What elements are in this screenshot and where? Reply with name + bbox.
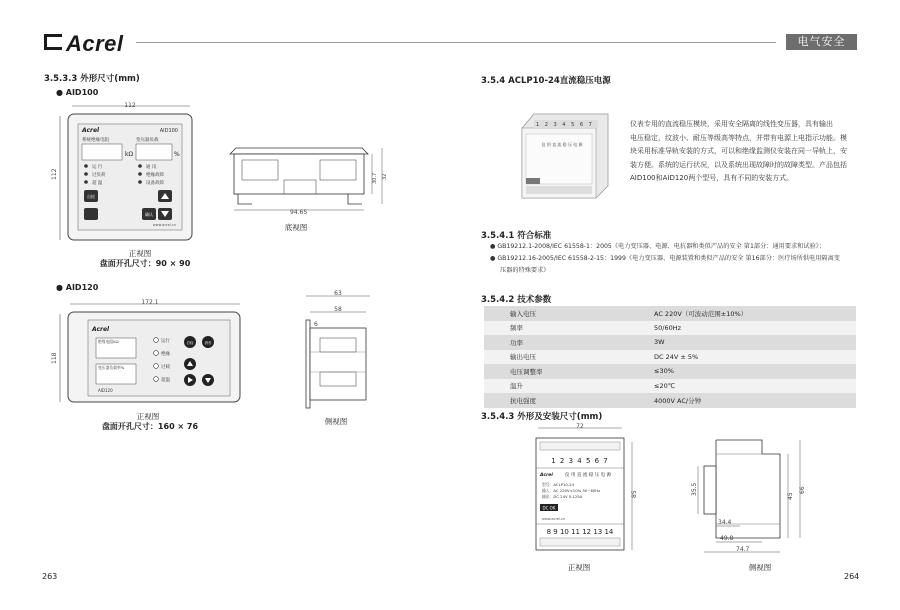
aid120-side-drawing bbox=[296, 290, 376, 414]
aid120-screen2-label: 变压器负载率% bbox=[98, 365, 125, 370]
aid120-front-drawing bbox=[50, 298, 250, 410]
aid120-ind-0: 运行 bbox=[161, 339, 170, 344]
module-spec-0: 型号：ACLP10-24 bbox=[542, 482, 575, 487]
param-name: 输出电压 bbox=[484, 350, 628, 365]
aid120-width-dim: 172.1 bbox=[141, 299, 159, 306]
aid100-ind-left-0: 运 行 bbox=[92, 165, 103, 170]
aid100-front-drawing bbox=[50, 98, 210, 248]
aid120-btn-0: 自检 bbox=[186, 341, 194, 345]
intro-line: 仪表专用的直流稳压模块，采用安全隔离的线性变压器，具有输出 bbox=[630, 120, 833, 128]
module-spec-2: 输出：DC 24V 0.125A bbox=[542, 494, 583, 499]
brand-logo: Acrel bbox=[66, 31, 124, 56]
param-value: 50/60Hz bbox=[628, 321, 856, 336]
aid120-side-dim-0: 63 bbox=[334, 290, 342, 297]
aid120-label: ● AID120 bbox=[56, 283, 99, 292]
left-section-title: 3.5.3.3 外形尺寸(mm) bbox=[44, 74, 140, 84]
aid100-ind-right-2: 设备故障 bbox=[146, 181, 164, 186]
right-section-title: 3.5.4 ACLP10-24直流稳压电源 bbox=[481, 76, 611, 86]
intro-line: 块采用标准导轨安装的方式，可以和绝缘监测仪安装在同一导轨上，安 bbox=[630, 147, 847, 155]
standard-text: GB19212.1-2008/IEC 61558-1：2005《电力变压器、电源、电抗器和类似产品的安全 第1部分：通用要求和试验》； bbox=[497, 243, 826, 250]
module-side-dim-1: 45 bbox=[787, 492, 794, 500]
param-value: ≤30% bbox=[628, 364, 856, 379]
aid100-screen2-label: 变压器负载 bbox=[136, 138, 159, 143]
aid120-panel-brand: Acrel bbox=[92, 326, 110, 333]
param-name: 抗电强度 bbox=[484, 393, 628, 408]
module-side-dim-5: 74.7 bbox=[736, 546, 750, 553]
logo-mark-icon bbox=[44, 34, 62, 50]
aid100-label: ● AID100 bbox=[56, 88, 99, 97]
module-front-dim-h: 85 bbox=[631, 490, 638, 498]
module-front-dim-w: 72 bbox=[576, 423, 584, 430]
photo-top-terminals: 1 2 3 4 5 6 7 bbox=[536, 122, 594, 128]
module-front-drawing bbox=[524, 420, 644, 560]
aid100-front-caption: 正视图 bbox=[128, 249, 152, 258]
left-page-number: 263 bbox=[42, 572, 58, 581]
category-banner: 电气安全 bbox=[786, 34, 857, 50]
aid100-screen1-label: 系统绝缘电阻 bbox=[82, 138, 109, 143]
aid100-ind-left-2: 超 温 bbox=[92, 181, 103, 186]
aid120-screen1-label: 绝缘电阻KΩ bbox=[98, 339, 119, 344]
intro-paragraph bbox=[630, 118, 860, 186]
aid100-bottom-caption: 底视图 bbox=[284, 223, 308, 232]
standard-item: ● GB19212.1-2008/IEC 61558-1：2005《电力变压器、电源、电抗器和类似产品的安全 第1部分：通用要求和试验》； bbox=[490, 243, 826, 250]
module-top-terminals: 1 2 3 4 5 6 7 bbox=[551, 457, 609, 465]
table-row bbox=[484, 306, 856, 321]
aid100-unit2: % bbox=[174, 151, 180, 158]
photo-title: 仪 用 直 流 稳 压 电 源 bbox=[541, 142, 583, 147]
aid120-cutout: 盘面开孔尺寸：160 × 76 bbox=[101, 422, 199, 431]
table-row bbox=[484, 379, 856, 394]
aid100-ind-left-1: 过负荷 bbox=[92, 173, 106, 178]
module-spec-1: 输入：AC 220V±10% 50~60Hz bbox=[542, 488, 601, 493]
module-side-dim-3: 34.4 bbox=[718, 519, 732, 526]
aid120-side-dim-1: 58 bbox=[334, 306, 342, 313]
module-side-dim-0: 35.5 bbox=[691, 482, 698, 496]
param-value: DC 24V ± 5% bbox=[628, 350, 856, 365]
header-rule bbox=[136, 42, 776, 43]
aid100-panel-model: AID100 bbox=[159, 128, 178, 134]
standard-text-cont: 压器的特殊要求》 bbox=[500, 267, 550, 274]
param-name: 功率 bbox=[484, 335, 628, 350]
standards-list bbox=[490, 241, 862, 277]
aid120-label-text: AID120 bbox=[65, 283, 99, 292]
aid100-height-dim: 112 bbox=[51, 168, 58, 180]
param-name: 频率 bbox=[484, 321, 628, 336]
aid100-cutout: 盘面开孔尺寸：90 × 90 bbox=[99, 259, 191, 268]
params-title: 3.5.4.2 技术参数 bbox=[481, 295, 552, 305]
module-title: 仪 用 直 流 稳 压 电 源 bbox=[564, 473, 612, 478]
param-name: 电压调整率 bbox=[484, 364, 628, 379]
intro-line: 电压稳定，纹波小、耐压等级高等特点，并带有电源上电指示功能。模 bbox=[630, 133, 847, 142]
aid120-model: AID120 bbox=[98, 388, 113, 393]
aid100-ind-right-1: 绝缘故障 bbox=[146, 173, 164, 178]
param-name: 温升 bbox=[484, 379, 628, 394]
aid120-front-caption: 正视图 bbox=[136, 412, 160, 421]
standard-item: ● GB19212.16-2005/IEC 61558-2-15：1999《电力变压器、电源装置和类似产品的安全 第16部分：医疗场所供电用隔离变 bbox=[490, 255, 840, 262]
aid100-width-dim: 112 bbox=[124, 102, 136, 109]
standards-title: 3.5.4.1 符合标准 bbox=[481, 231, 552, 241]
aid120-ind-2: 过载 bbox=[161, 365, 170, 370]
module-bottom-terminals: 8 9 10 11 12 13 14 bbox=[546, 528, 614, 536]
table-row bbox=[484, 364, 856, 379]
aid120-btn-1: 消音 bbox=[204, 341, 212, 345]
module-front-caption: 正视图 bbox=[567, 563, 591, 572]
params-table bbox=[484, 306, 856, 408]
module-side-dim-4: 49.8 bbox=[720, 535, 734, 542]
module-side-caption: 侧视图 bbox=[748, 563, 772, 572]
right-page-number: 264 bbox=[844, 572, 860, 581]
intro-line: AID100和AID120两个型号，具有不同的安装方式。 bbox=[630, 174, 794, 182]
table-row bbox=[484, 393, 856, 408]
aid100-label-text: AID100 bbox=[65, 88, 99, 97]
param-value: 4000V AC/分钟 bbox=[628, 393, 856, 408]
aid120-side-caption: 侧视图 bbox=[324, 417, 348, 426]
aid100-unit1: kΩ bbox=[125, 151, 134, 158]
module-side-drawing bbox=[676, 430, 816, 560]
aid120-ind-3: 超温 bbox=[161, 378, 170, 383]
aid120-ind-1: 绝缘 bbox=[161, 352, 170, 357]
param-name: 输入电压 bbox=[484, 306, 628, 321]
module-side-dim-2: 66 bbox=[799, 486, 806, 494]
param-value: ≤20℃ bbox=[628, 379, 856, 394]
aid100-btn-confirm: 确认 bbox=[145, 212, 153, 217]
aid100-panel-brand: Acrel bbox=[82, 127, 100, 134]
aid100-bottom-dim-h1: 30.7 bbox=[372, 172, 378, 184]
param-value: AC 220V（可波动范围±10%） bbox=[628, 306, 856, 321]
aid100-bottom-dim-w: 94.65 bbox=[290, 209, 308, 216]
dims-title: 3.5.4.3 外形及安装尺寸(mm) bbox=[481, 412, 603, 422]
aid120-side-dim-2: 6 bbox=[314, 321, 318, 328]
aid100-bottom-drawing bbox=[222, 140, 392, 220]
module-brand: Acrel bbox=[540, 473, 553, 478]
aid100-website: www.acrel.cn bbox=[152, 223, 176, 227]
aid120-height-dim: 118 bbox=[51, 352, 58, 364]
aid100-bottom-dim-h2: 32 bbox=[382, 173, 388, 180]
module-dc-ok: DC OK bbox=[542, 505, 556, 511]
aclp-product-photo bbox=[512, 106, 616, 202]
table-row bbox=[484, 335, 856, 350]
standard-text: GB19212.16-2005/IEC 61558-2-15：1999《电力变压器、电源装置和类似产品的安全 第16部分：医疗场所供电用隔离变 bbox=[497, 255, 840, 262]
intro-line: 装方便。系统的运行状况，以及系统出现故障时的故障类型。产品包括 bbox=[630, 160, 847, 169]
param-value: 3W bbox=[628, 335, 856, 350]
aid100-ind-right-0: 通 讯 bbox=[146, 165, 157, 170]
module-website: www.acrel.cn bbox=[542, 517, 566, 521]
table-row bbox=[484, 350, 856, 365]
aid100-btn-auto: 自检 bbox=[87, 194, 95, 199]
table-row bbox=[484, 321, 856, 336]
